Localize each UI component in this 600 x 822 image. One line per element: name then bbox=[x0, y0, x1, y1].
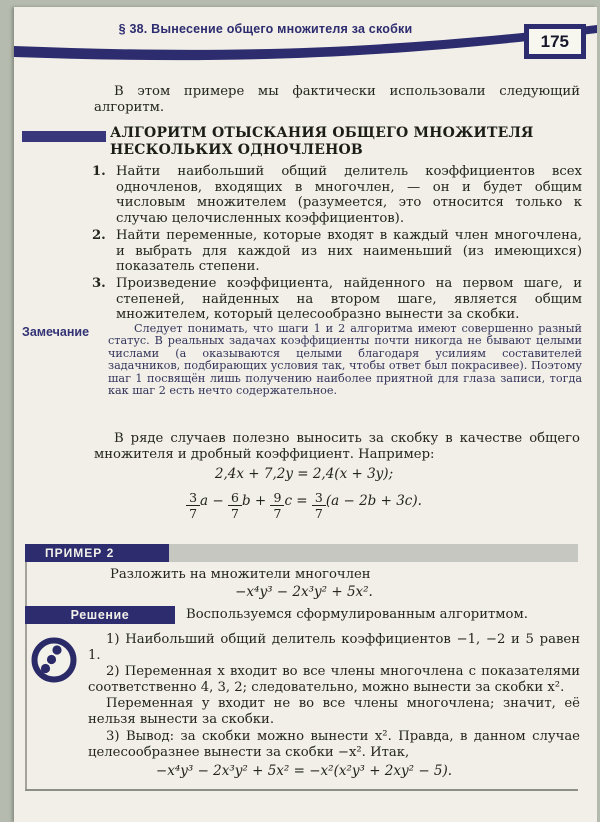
header-swoosh-ribbon bbox=[14, 7, 597, 77]
fraction-numerator: 3 bbox=[312, 491, 326, 506]
solution-step-3: 3) Вывод: за скобки можно вынести x². Правда, в данном случае целесообразнее вынести за скобки −x². Итак, bbox=[88, 728, 580, 760]
fraction-3 bbox=[270, 491, 284, 520]
formula-segment: c = bbox=[284, 493, 312, 509]
fraction-denominator: 7 bbox=[314, 506, 323, 522]
fraction-denominator: 7 bbox=[189, 506, 198, 522]
fraction-numerator: 3 bbox=[186, 491, 200, 506]
step-text: Произведение коэффициента, найденного на первом шаге, и степеней, найденных на втором шаге, является общим множителем, который целесообразно вынести за скобки. bbox=[116, 275, 582, 323]
algorithm-step-2 bbox=[92, 228, 582, 275]
section-header: § 38. Вынесение общего множителя за скобки bbox=[118, 22, 413, 36]
algorithm-heading bbox=[110, 125, 590, 159]
formula-segment: a − bbox=[200, 493, 228, 509]
three-dots-circle-icon bbox=[30, 636, 78, 684]
fraction-4 bbox=[312, 491, 326, 520]
fraction-1 bbox=[186, 491, 200, 520]
example-bottom-rule bbox=[25, 789, 578, 791]
fraction-denominator: 7 bbox=[230, 506, 239, 522]
intro-paragraph bbox=[94, 84, 580, 115]
algorithm-heading-line1: АЛГОРИТМ ОТЫСКАНИЯ ОБЩЕГО МНОЖИТЕЛЯ bbox=[110, 125, 534, 141]
solution-step-2b: Переменная y входит не во все члены многочлена; значит, её нельзя вынести за скобки. bbox=[88, 696, 580, 728]
step-number: 1. bbox=[92, 164, 106, 179]
heading-accent-bar bbox=[22, 131, 106, 142]
formula-fraction-example bbox=[54, 491, 554, 520]
example-left-rule bbox=[25, 544, 27, 791]
result-formula: −x⁴y³ − 2x³y² + 5x² = −x²(x²y³ + 2xy² − 5). bbox=[155, 763, 453, 779]
algorithm-step-1 bbox=[92, 164, 582, 227]
fraction-2 bbox=[228, 491, 242, 520]
formula-segment: b + bbox=[241, 493, 271, 509]
solution-banner: Решение bbox=[25, 606, 175, 624]
example-polynomial: −x⁴y³ − 2x³y² + 5x². bbox=[235, 584, 373, 600]
algorithm-step-3 bbox=[92, 276, 582, 323]
fraction-note-paragraph bbox=[94, 431, 580, 463]
formula-segment: (a − 2b + 3c). bbox=[325, 493, 422, 509]
fraction-numerator: 6 bbox=[228, 491, 242, 506]
example-task: Разложить на множители многочлен bbox=[110, 567, 371, 582]
example-banner-extension bbox=[169, 544, 578, 562]
fraction-denominator: 7 bbox=[273, 506, 282, 522]
solution-step-1: 1) Наибольший общий делитель коэффициентов −1, −2 и 5 равен 1. bbox=[88, 632, 580, 664]
page-number: 175 bbox=[524, 24, 586, 59]
step-text: Найти наибольший общий делитель коэффициентов всех одночленов, входящих в многочлен, — он и будет общим числовым множителем (разумеется, это относится только к случаю целочисленных коэффициентов). bbox=[116, 164, 582, 227]
algorithm-heading-line2: НЕСКОЛЬКИХ ОДНОЧЛЕНОВ bbox=[110, 142, 363, 158]
solution-intro: Воспользуемся сформулированным алгоритмом. bbox=[186, 607, 528, 622]
fraction-note-text: В ряде случаев полезно выносить за скобку в качестве общего множителя и дробный коэффициент. Например: bbox=[94, 431, 580, 462]
intro-text: В этом примере мы фактически использовали следующий алгоритм. bbox=[94, 84, 580, 115]
example-banner: ПРИМЕР 2 bbox=[25, 544, 169, 562]
solution-steps bbox=[88, 632, 580, 761]
textbook-page bbox=[14, 7, 597, 822]
remark-text: Следует понимать, что шаги 1 и 2 алгоритма имеют совершенно разный статус. В реальных задачах коэффициенты почти никогда не бывают целыми числами (а оказываются целыми благодаря усилиям составителей задачников, подбирающих условия так, чтобы ответ был покрасивее). Поэтому шаг 1 посвящён лишь получению наиболее приятной для глаза записи, тогда как шаг 2 есть нечто содержательное. bbox=[108, 322, 582, 398]
step-number: 3. bbox=[92, 275, 106, 291]
algorithm-list bbox=[92, 164, 582, 324]
solution-step-2: 2) Переменная x входит во все члены многочлена с показателями соответственно 4, 3, 2; следовательно, можно вынести за скобки x². bbox=[88, 664, 580, 696]
step-text: Найти переменные, которые входят в каждый член многочлена, и выбрать для каждой из них наименьший (из имеющихся) показатель степени. bbox=[116, 227, 582, 275]
formula-decimal-example: 2,4x + 7,2y = 2,4(x + 3y); bbox=[214, 466, 394, 482]
fraction-numerator: 9 bbox=[270, 491, 284, 506]
remark-label: Замечание bbox=[22, 325, 90, 339]
remark-paragraph bbox=[108, 323, 582, 397]
step-number: 2. bbox=[92, 227, 106, 243]
